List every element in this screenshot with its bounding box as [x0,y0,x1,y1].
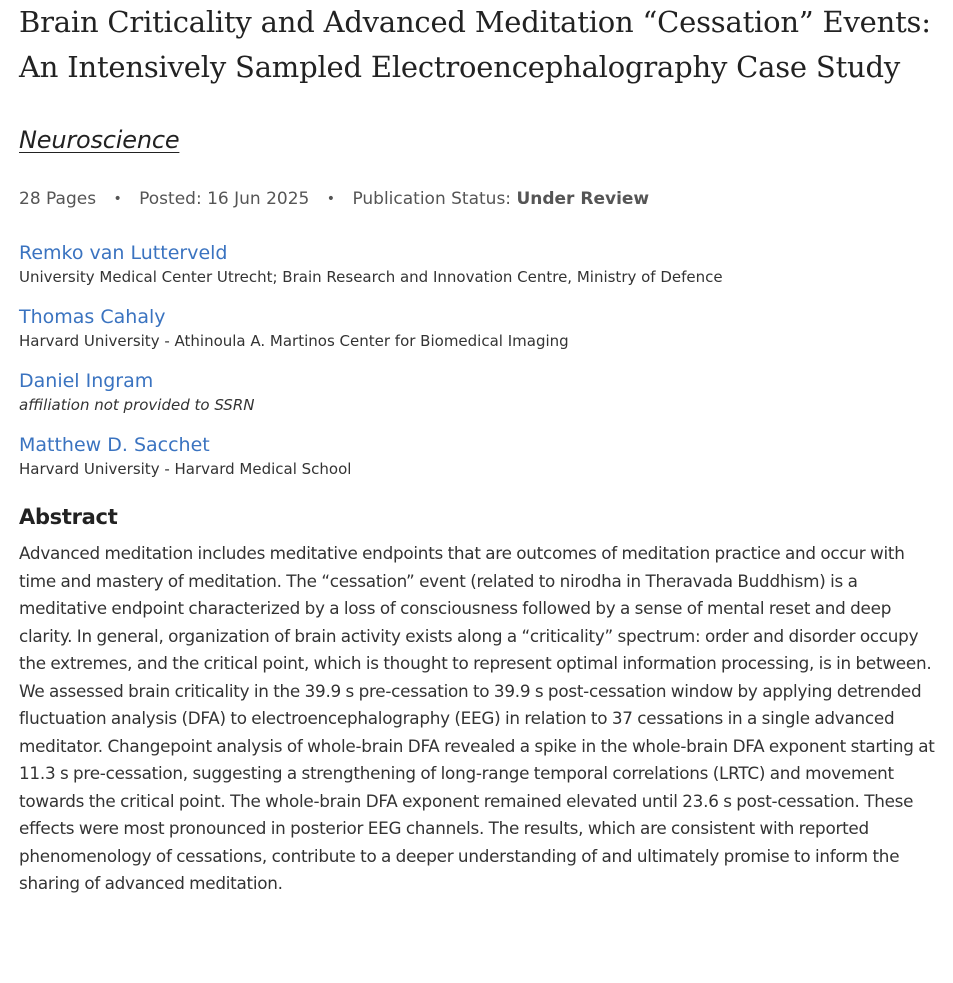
author-affiliation: Harvard University - Athinoula A. Martinos Center for Biomedical Imaging [19,332,569,350]
author-affiliation: University Medical Center Utrecht; Brain Research and Innovation Centre, Ministry of Defence [19,268,723,286]
paper-title: Brain Criticality and Advanced Meditation “Cessation” Events: An Intensively Sampled Electroencephalography Case Study [19,5,931,84]
status-label: Publication Status: [352,189,512,209]
author-name-link[interactable]: Matthew D. Sacchet [19,434,210,456]
author-name-link[interactable]: Daniel Ingram [19,370,154,392]
author-list [19,241,945,479]
meta-separator: • [326,191,336,207]
posted-date: 16 Jun 2025 [207,189,310,209]
author-item [19,241,945,287]
author-affiliation: Harvard University - Harvard Medical School [19,460,352,478]
paper-meta [19,188,945,211]
author-name-link[interactable]: Thomas Cahaly [19,306,166,328]
abstract-heading: Abstract [19,505,118,529]
status-value: Under Review [516,189,650,209]
paper-page [19,0,945,898]
author-name-link[interactable]: Remko van Lutterveld [19,242,228,264]
category-link[interactable]: Neuroscience [19,126,180,154]
author-item [19,433,945,479]
posted-label: Posted: [139,189,202,209]
author-item [19,305,945,351]
abstract-text: Advanced meditation includes meditative endpoints that are outcomes of meditation practice and occur with time and mastery of meditation. The “cessation” event (related to nirodha in Theravada Buddhism) is a meditative endpoint characterized by a loss of consciousness followed by a sense of mental reset and deep clarity. In general, organization of brain activity exists along a “criticality” spectrum: order and disorder occupy the extremes, and the critical point, which is thought to represent optimal information processing, is in between. We assessed brain criticality in the 39.9 s pre-cessation to 39.9 s post-cessation window by applying detrended fluctuation analysis (DFA) to electroencephalography (EEG) in relation to 37 cessations in a single advanced meditator. Changepoint analysis of whole-brain DFA revealed a spike in the whole-brain DFA exponent starting at 11.3 s pre-cessation, suggesting a strengthening of long-range temporal correlations (LRTC) and movement towards the critical point. The whole-brain DFA exponent remained elevated until 23.6 s post-cessation. These effects were most pronounced in posterior EEG channels. The results, which are consistent with reported phenomenology of cessations, contribute to a deeper understanding of and ultimately promise to inform the sharing of advanced meditation. [19,543,935,893]
author-item [19,369,945,415]
author-affiliation: affiliation not provided to SSRN [19,396,255,414]
page-count: 28 Pages [19,189,97,209]
meta-separator: • [113,191,122,207]
